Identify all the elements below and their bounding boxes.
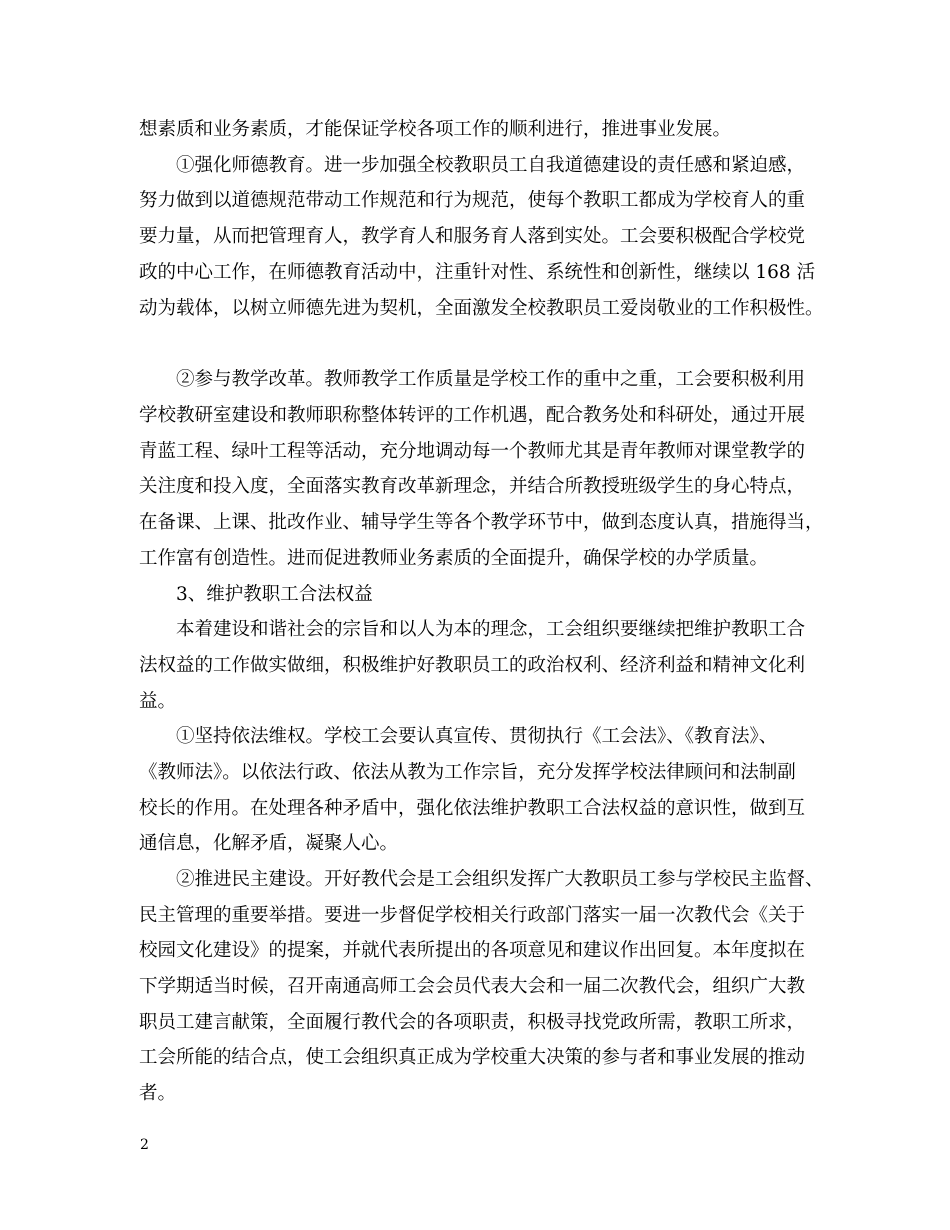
text-line: 下学期适当时候，召开南通高师工会会员代表大会和一届二次教代会，组织广大教 [139,976,806,997]
text-line: 要力量，从而把管理育人，教学育人和服务育人落到实处。工会要积极配合学校党 [139,226,806,247]
text-line: ②推进民主建设。开好教代会是工会组织发挥广大教职员工参与学校民主监督、 [176,869,824,890]
text-line: 校长的作用。在处理各种矛盾中，强化依法维护教职工合法权益的意识性，做到互 [139,798,806,819]
text-line: 关注度和投入度，全面落实教育改革新理念，并结合所教授班级学生的身心特点， [139,476,806,497]
text-line: 想素质和业务素质，才能保证学校各项工作的顺利进行，推进事业发展。 [139,119,732,140]
text-line: 政的中心工作，在师德教育活动中，注重针对性、系统性和创新性，继续以 168 活 [139,262,816,283]
section-heading: 3、维护教职工合法权益 [176,584,373,605]
text-line: ②参与教学改革。教师教学工作质量是学校工作的重中之重，工会要积极利用 [176,369,806,390]
text-line: 校园文化建设》的提案，并就代表所提出的各项意见和建议作出回复。本年度拟在 [139,940,806,961]
text-line: 通信息，化解矛盾，凝聚人心。 [139,833,399,854]
text-line: 动为载体，以树立师德先进为契机，全面激发全校教职员工爱岗敬业的工作积极性。 [139,298,824,319]
text-line: 民主管理的重要举措。要进一步督促学校相关行政部门落实一届一次教代会《关于 [139,905,806,926]
text-line: 法权益的工作做实做细，积极维护好教职员工的政治权利、经济利益和精神文化利 [139,655,806,676]
text-line: 职员工建言献策，全面履行教代会的各项职责，积极寻找党政所需，教职工所求， [139,1012,806,1033]
text-line: 努力做到以道德规范带动工作规范和行为规范，使每个教职工都成为学校育人的重 [139,190,806,211]
text-line: 《教师法》。以依法行政、依法从教为工作宗旨，充分发挥学校法律顾问和法制副 [139,762,796,783]
text-line: ①坚持依法维权。学校工会要认真宣传、贯彻执行《工会法》、《教育法》、 [176,726,778,747]
text-line: 在备课、上课、批改作业、辅导学生等各个教学环节中，做到态度认真，措施得当， [139,512,824,533]
text-line: 工作富有创造性。进而促进教师业务素质的全面提升，确保学校的办学质量。 [139,548,769,569]
text-line: 本着建设和谐社会的宗旨和以人为本的理念，工会组织要继续把维护教职工合 [176,619,806,640]
text-line: 者。 [139,1083,177,1104]
text-line: 青蓝工程、绿叶工程等活动，充分地调动每一个教师尤其是青年教师对课堂教学的 [139,441,806,462]
text-line: 工会所能的结合点，使工会组织真正成为学校重大决策的参与者和事业发展的推动 [139,1047,806,1068]
page-number: 2 [140,1137,149,1153]
text-line: ①强化师德教育。进一步加强全校教职员工自我道德建设的责任感和紧迫感， [176,155,806,176]
text-line: 益。 [139,691,177,712]
text-line: 学校教研室建设和教师职称整体转评的工作机遇，配合教务处和科研处，通过开展 [139,405,806,426]
